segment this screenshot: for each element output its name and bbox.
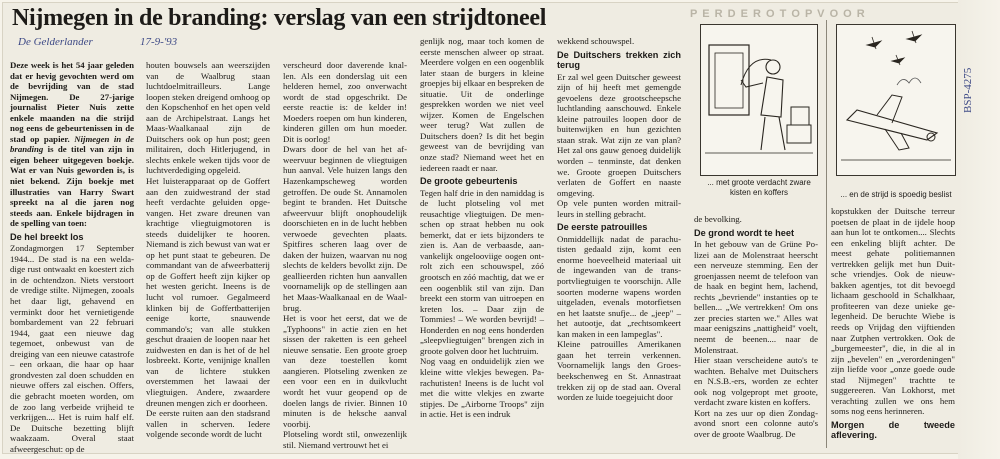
illustration-suitcases bbox=[700, 24, 818, 176]
section-heading: De hel breekt los bbox=[10, 231, 84, 242]
section-heading: De grond wordt te heet bbox=[694, 227, 795, 238]
paragraph: Kleine patrouilles Amerikanen gaan het terrein verkennen. Voornamelijk langs den Groesbeekschenweg en St. Annastraat trekken zij op de stad aan. Overal worden ze luide toegejuicht door bbox=[557, 339, 681, 403]
paragraph: kopstukken der Duitsche terreur poetsen de plaat in de ijdele hoop aan hun lot te ontkomen.... Slechts een enkeling blijft achter. De meest gehate politiemannen vertrekken gelijk met hun Duitsche vriendjes. Ook de nieuwbakken agentjes, tot dit bevoegd lichaam geschoold in Schalkhaar, profiteeren van deze unieke gelegenheid. De beruchte Wiebe is reeds op Vrijdag den vijftienden naar Zutphen vertrokken. Ook de „burgemeester", die, in die al in zijn „bevelen" en „verordeningen" zijn liefde voor „onze goede oude stad Nijmegen" trachtte te suggereeren. Van Lokhorst, met verachting zullen we ons hem soms nog eens herinneren. bbox=[831, 206, 955, 417]
paragraph: Onmiddellijk nadat de parachutisten gedaald zijn, komt een enorme hoeveelheid materiaal uit de ingewanden van de transportvliegtuigen te voorschijn. Alle soorten moderne wapens worden uitgeladen, evenals motorfietsen en het laatste snufje... de „jeep" – het autootje, dat „rechtsomkeert kan maken in een lampeglas". bbox=[557, 233, 681, 339]
paragraph: Hier staan verscheidene auto's te wachten. Behalve met Duitschers en N.S.B.-ers, worden ze echter ook nog volgepropt met groote, verdacht zware kisten en koffers. bbox=[694, 355, 818, 408]
paragraph: In het gebouw van de Grüne Polizei aan de Molenstraat heerscht een nerveuze stemming. Een der groenjassen neemt de telefoon van de haak en begint hem, lachend, rechts „bevriende" instanties op te bellen... „We vertrekken! Om ons zer precies starten we." Alles wat maar eenigszins „nattigheid" voelt, neemt de beenen.... naar de Molenstraat. bbox=[694, 239, 818, 355]
paragraph: houten bouwsels aan weerszijden van de Waalbrug staan luchtdoelmitrailleurs. Lange loopen steken dreigend omhoog op den Kopschenhof en het open veld aan de Archipelstraat. Langs het Maas-Waalkanaal zijn de Duitschers ook op hun post; geen militairen, doch Hitlerjugend, in slechts enkele weken tijds voor de luchtverdediging opgeleid. bbox=[146, 60, 270, 176]
paragraph: Dwars door de hel van het afweervuur beginnen de vliegtuigen hun aanval. Vele huizen langs den Hazenkampscheweg worden getroffen. De oude St. Annamolen begint te branden. Het Duitsche afweervuur blijft onophoudelijk doorschieten en in de lucht hebben verwoede gevechten plaats. Spitfires scheren laag over de daken der huizen, waarvan nu nog slechts de kelders bevolkt zijn. De geallieerden richten hun aanvallen voornamelijk op de stellingen aan het Maas-Waalkanaal en de Waalbrug. bbox=[283, 144, 407, 313]
footer-note: Morgen de tweede aflevering. bbox=[831, 419, 955, 441]
paragraph: Het is voor het eerst, dat we de „Typhoons" in actie zien en het sissen der raketten is een geheel nieuwe sensatie. Een groote groep van deze toestellen komt aangieren. Plotseling zwenken ze een voor een en in duikvlucht wordt het vuur geopend op de doelen langs de rivier. Binnen 10 minuten is de heksche aanval voorbij. bbox=[283, 313, 407, 429]
paragraph: de bevolking. bbox=[694, 214, 742, 224]
paragraph: Kort na zes uur op dien Zondagavond snort een colonne auto's over de groote Waalbrug. De bbox=[694, 407, 818, 439]
illustration-caption: ... met groote verdacht zware kisten en koffers bbox=[707, 178, 811, 197]
paragraph: Het luisterapparaat op de Goffert aan den zuidwestrand der stad heeft verdachte geluiden opgevangen. Het zware dreunen van krachtige vliegtuigmotoren is steeds duidelijker te hooren. Niemand is zich bewust van wat er op het punt staat te gebeuren. De commandant van de afweerbatterij op de Goffert heeft zijn kijker op het westen gericht. Ineens is de lucht vol rumoer. Gegalmeerd klinken bij de Goffertbatterijen eenige korte, snauwende commando's; van alle stukken geschut draaien de loopen naar het zuidwesten en dan is het of de hel losbreekt. Korte, venijnige knallen van de lichtere stukken overstemmen het lawaai der vliegtuigen. Andere, zwaardere dreunen mengen zich er doorheen. bbox=[146, 176, 270, 408]
section-heading: De eerste patrouilles bbox=[557, 222, 648, 233]
section-heading: De Duitschers trekken zich terug bbox=[557, 49, 681, 71]
intro-paragraph: Deze week is het 54 jaar geleden dat er hevig gevochten werd om de bevrijding van de stad Nijmegen. De 27-jarige journalist Pieter Nuis zette enkele maanden na die strijd nog eens de gebeurtenissen in de stad op papier. Nijmegen in de branding is de titel van zijn in eigen beheer uitgegeven boekje. Wat er van Nuis geworden is, is niet bekend. Zijn boekje met illustraties van Harry Swart spreekt na al die jaren nog steeds aan. Enkele bijdragen in de spelling van toen: bbox=[10, 60, 134, 229]
paragraph: Nog vaag en onduidelijk zien we kleine witte vlekjes bewegen. Parachutisten! Ineens is de lucht vol met die witte vlekjes en zwarte stipjes. De „Airborne Troops" zijn in actie. Het is een indruk bbox=[420, 356, 544, 420]
column-4 bbox=[420, 36, 544, 444]
man-loading-crates-illustration bbox=[701, 25, 817, 175]
section-heading: De groote gebeurtenis bbox=[420, 176, 518, 187]
column-1 bbox=[10, 60, 134, 454]
illustration-planes bbox=[836, 24, 956, 176]
column-6 bbox=[694, 214, 818, 444]
paragraph: Tegen half drie in den namiddag is de lucht plotseling vol met reusachtige vliegtuigen. De menschen op straat hebben nu ook bemerkt, dat er iets bijzonders te zien is. Aan de verbaasde, aanvankelijk ongelooviige oogen ontrolt zich een schouwspel, zóó grootsch en zóó machtig, dat we er een oogenblik stil van zijn. Dan breekt een storm van uitroepen en kreten los. – Daar zijn de Tommies! – We worden bevrijd! – Honderden en nog eens honderden „sleepvliegtuigen" brengen zich in groote golven door het luchtruim. bbox=[420, 187, 544, 356]
paragraph: verscheurd door daverende knallen. Als een donderslag uit een helderen hemel, zoo onverwacht wordt de stad opgeschrikt. De eerste reactie is: de kelder in! Moeders roepen om hun kinderen, kinderen gillen om hun moeder. Dit is oorlog! bbox=[283, 60, 407, 144]
source-annotation: De Gelderlander bbox=[18, 36, 93, 48]
handwritten-archive-number: BSP-4275 bbox=[962, 67, 974, 113]
column-2 bbox=[146, 60, 270, 444]
paragraph: De eerste ruiten aan den stadsrand vallen in scherven. Iedere volgende seconde wordt de lucht bbox=[146, 408, 270, 440]
top-banner-text: P E R D E R O T O P V O O R bbox=[690, 8, 866, 20]
paragraph: genlijk nog, maar toch komen de eerste menschen alweer op straat. Meerdere volgen en een oogenblik later staan de burgers in kleine groepjes bij elkaar en bespreken de situatie. Uit de onderlinge gesprekken worden we niet veel wijzer. Komen de Engelschen weer terug? Wat zullen de Duitschers doen? Is dit het begin geweest van de bevrijding van onze stad? Niemand weet het en iedereen raadt er naar. bbox=[420, 36, 544, 173]
column-divider bbox=[826, 20, 827, 448]
column-5 bbox=[557, 36, 681, 444]
illustration-caption: ... en de strijd is spoedig beslist bbox=[840, 190, 952, 199]
column-7 bbox=[831, 206, 955, 444]
column-3 bbox=[283, 60, 407, 450]
page-title: Nijmegen in de branding: verslag van een strijdtoneel bbox=[12, 5, 547, 31]
paragraph: wekkend schouwspel. bbox=[557, 36, 635, 46]
paragraph: Op vele punten worden mitrailleurs in stelling gebracht. bbox=[557, 198, 681, 219]
paragraph: Plotseling wordt stil, onwezenlijk stil. Niemand vertrouwt het ei bbox=[283, 429, 407, 450]
paragraph: Er zal wel geen Duitscher geweest zijn of hij heeft met gemengde gevoelens deze grootscheepsche luchtlanding aanschouwd. Enkele kleine patrouiles loopen door de buitenwijken en hun gezichten staan strak. Wat zijn ze van plan? Het zal ons gauw genoeg duidelijk worden – tenminste, dat denken we. Groote groepen Duitschers verlaten de Goffert en naaste omgeving. bbox=[557, 71, 681, 198]
paragraph: Zondagmorgen 17 September 1944... De stad is na een weldadige rust ontwaakt en koestert zich in de ochtendzon. Niets verstoort de vredige stilte. Nijmegen, zooals het daar ligt, gehavend en verminkt door het vernietigende bombardement van 22 februari 1944, gaat een nieuwe dag tegemoet, onbewust van de dreiging van een nieuwe catastrofe – een orkaan, die haar op haar grondvesten zal doen schudden en nieuwe offers zal eischen. Offers, die gebracht moeten worden, om de zoo lang verbeide vrijheid te verkrijgen.... Het is ruim half elf. De Duitsche bezetting blijft waakzaam. Overal staat afweergeschut: op de bbox=[10, 243, 134, 454]
source-date: 17-9-'93 bbox=[140, 36, 178, 48]
planes-attack-illustration bbox=[837, 25, 955, 175]
